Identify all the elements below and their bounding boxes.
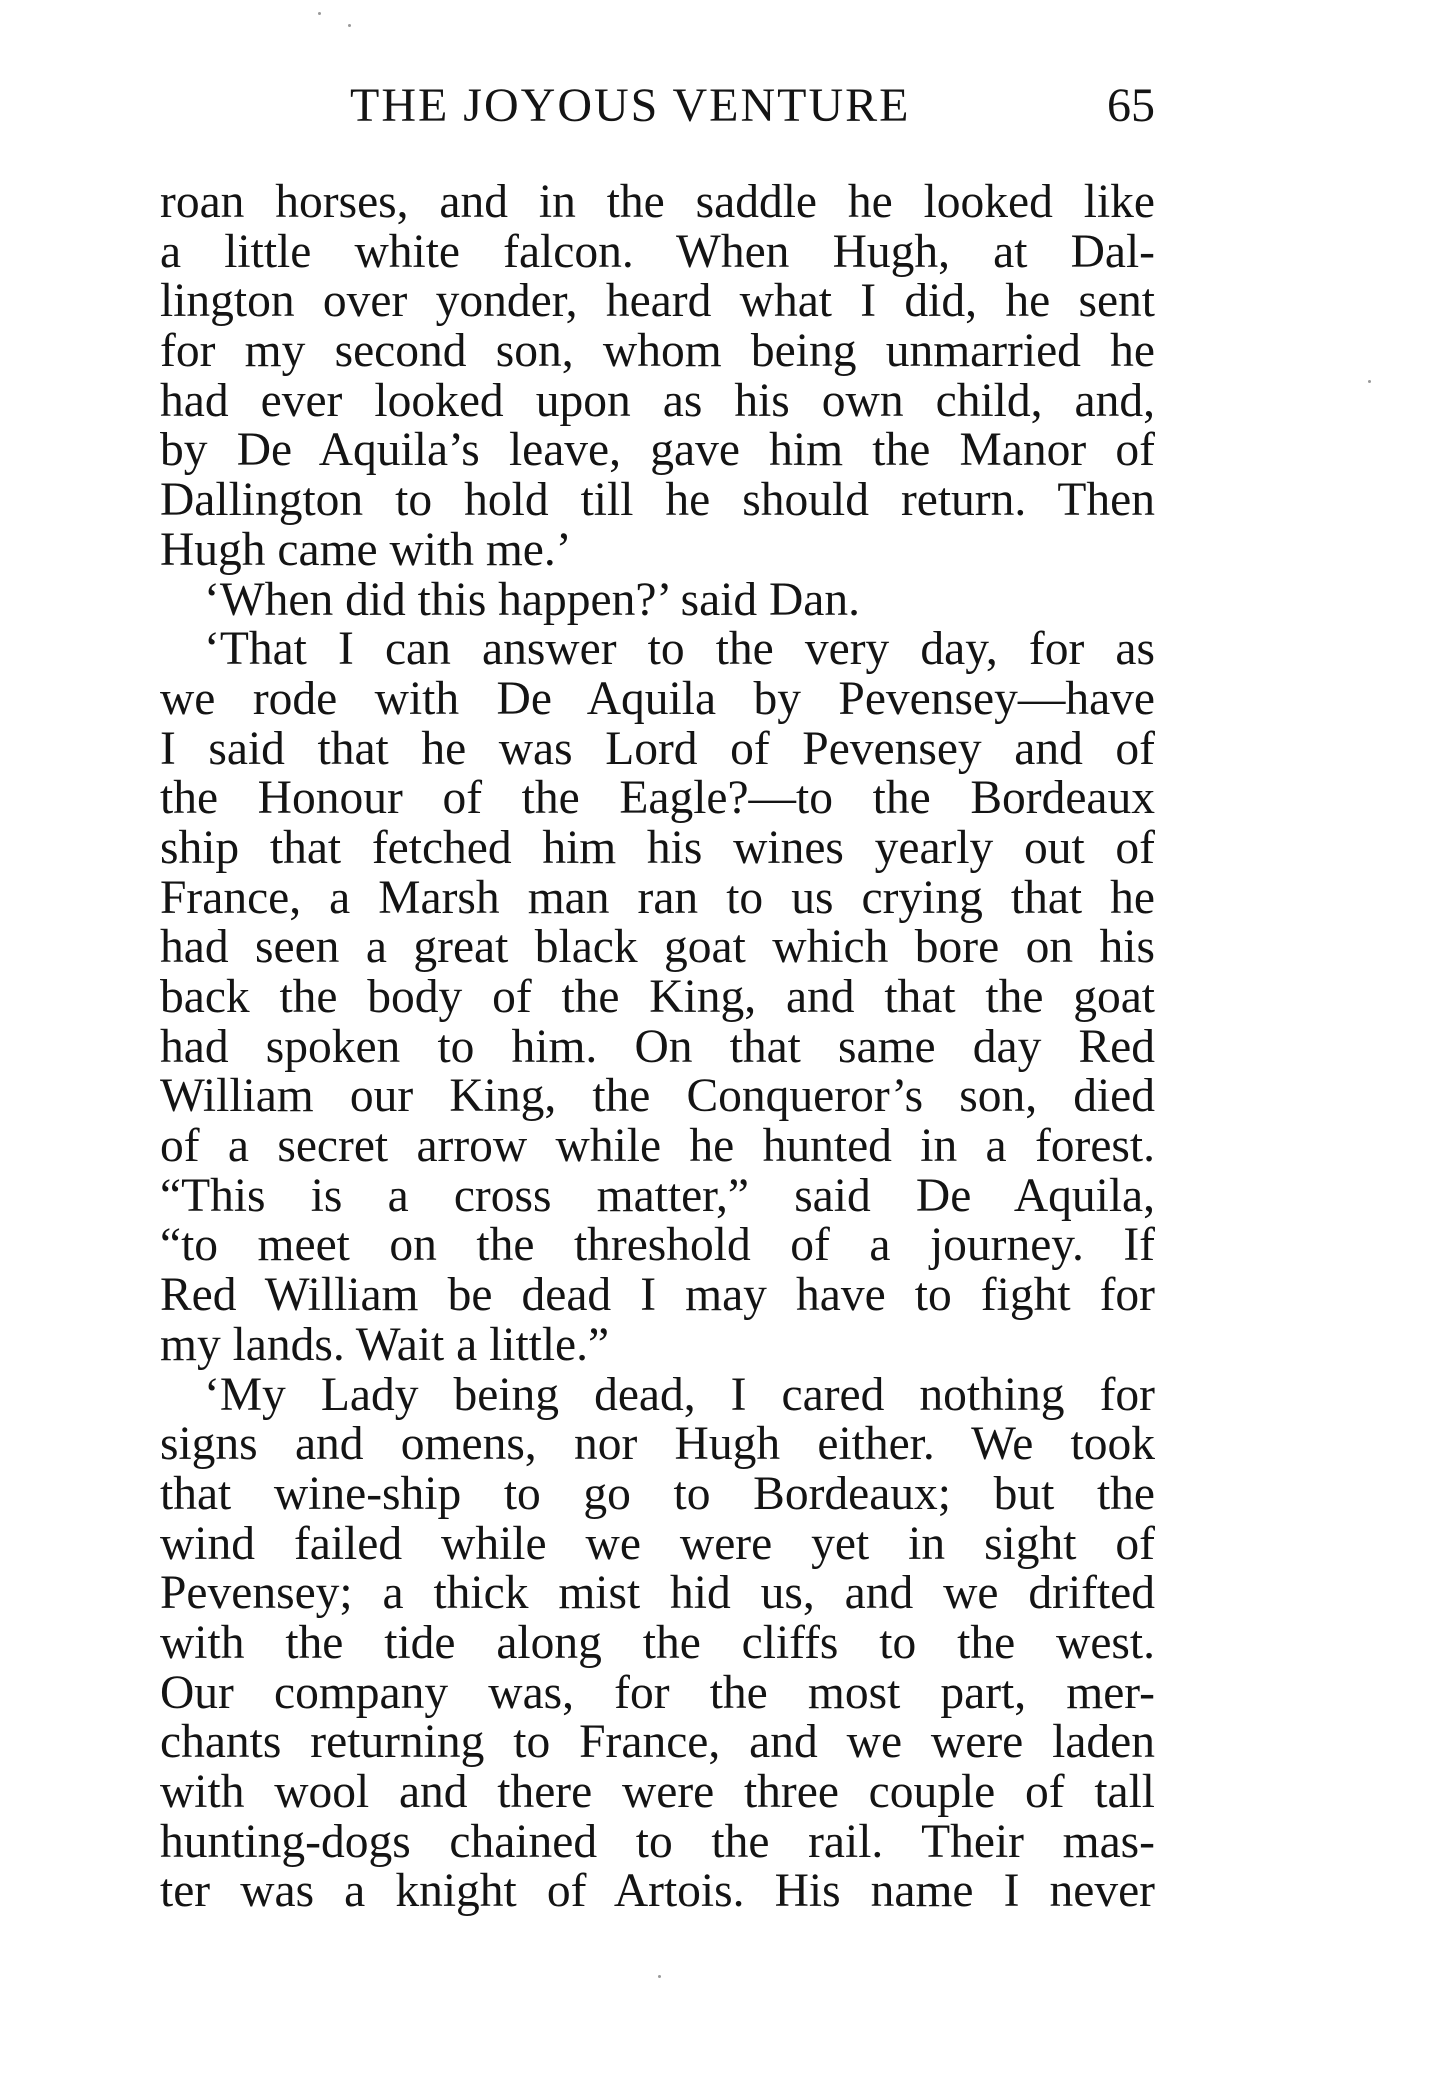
text-line: “to meet on the threshold of a journey. If [160,1219,1155,1272]
text-line: hunting-dogs chained to the rail. Their mas- [160,1815,1155,1868]
text-line: roan horses, and in the saddle he looked like [160,176,1155,228]
paper-speck [658,1975,661,1978]
text-line: ship that fetched him his wines yearly out of [160,821,1155,874]
text-line: Hugh came with me.’ [160,523,572,576]
text-line: chants returning to France, and we were laden [160,1716,1155,1769]
page-number: 65 [1107,79,1155,132]
text-line: France, a Marsh man ran to us crying that he [160,871,1155,924]
text-line: William our King, the Conqueror’s son, died [160,1070,1155,1123]
text-line: Red William be dead I may have to fight for [160,1269,1155,1322]
text-line: lington over yonder, heard what I did, he sent [160,275,1155,328]
text-line: “This is a cross matter,” said De Aquila, [160,1169,1155,1222]
text-line: that wine-ship to go to Bordeaux; but the [160,1467,1155,1520]
text-line: Dallington to hold till he should return. Then [160,474,1155,527]
paragraph-first-line: ‘When did this happen?’ said Dan. [204,573,861,626]
body-text [160,178,1155,1917]
text-line: with wool and there were three couple of tall [160,1766,1155,1818]
text-line: we rode with De Aquila by Pevensey—have [160,672,1155,725]
text-line: of a secret arrow while he hunted in a forest. [160,1120,1155,1173]
running-head [160,76,1155,136]
paper-speck [1368,380,1371,383]
text-line: I said that he was Lord of Pevensey and of [160,722,1155,775]
text-line: had spoken to him. On that same day Red [160,1020,1155,1073]
paper-speck [318,12,321,15]
text-line: by De Aquila’s leave, gave him the Manor of [160,424,1155,477]
text-line: had seen a great black goat which bore on his [160,921,1155,974]
text-line: ter was a knight of Artois. His name I never [160,1865,1155,1918]
text-line: wind failed while we were yet in sight of [160,1517,1155,1570]
text-line: signs and omens, nor Hugh either. We took [160,1418,1155,1471]
text-line: a little white falcon. When Hugh, at Dal- [160,225,1155,278]
text-line: had ever looked upon as his own child, and, [160,374,1155,427]
paper-speck [348,24,351,27]
text-line: Our company was, for the most part, mer- [160,1666,1155,1719]
text-line: with the tide along the cliffs to the west. [160,1616,1155,1669]
text-line: my lands. Wait a little.” [160,1318,610,1371]
text-line: for my second son, whom being unmarried he [160,325,1155,378]
paragraph-first-line: ‘My Lady being dead, I cared nothing for [204,1368,1155,1421]
text-line: back the body of the King, and that the goat [160,971,1155,1023]
running-title: THE JOYOUS VENTURE [350,79,911,132]
paragraph-first-line: ‘That I can answer to the very day, for as [204,623,1155,676]
text-line: the Honour of the Eagle?—to the Bordeaux [160,772,1155,825]
text-line: Pevensey; a thick mist hid us, and we drifted [160,1567,1155,1620]
